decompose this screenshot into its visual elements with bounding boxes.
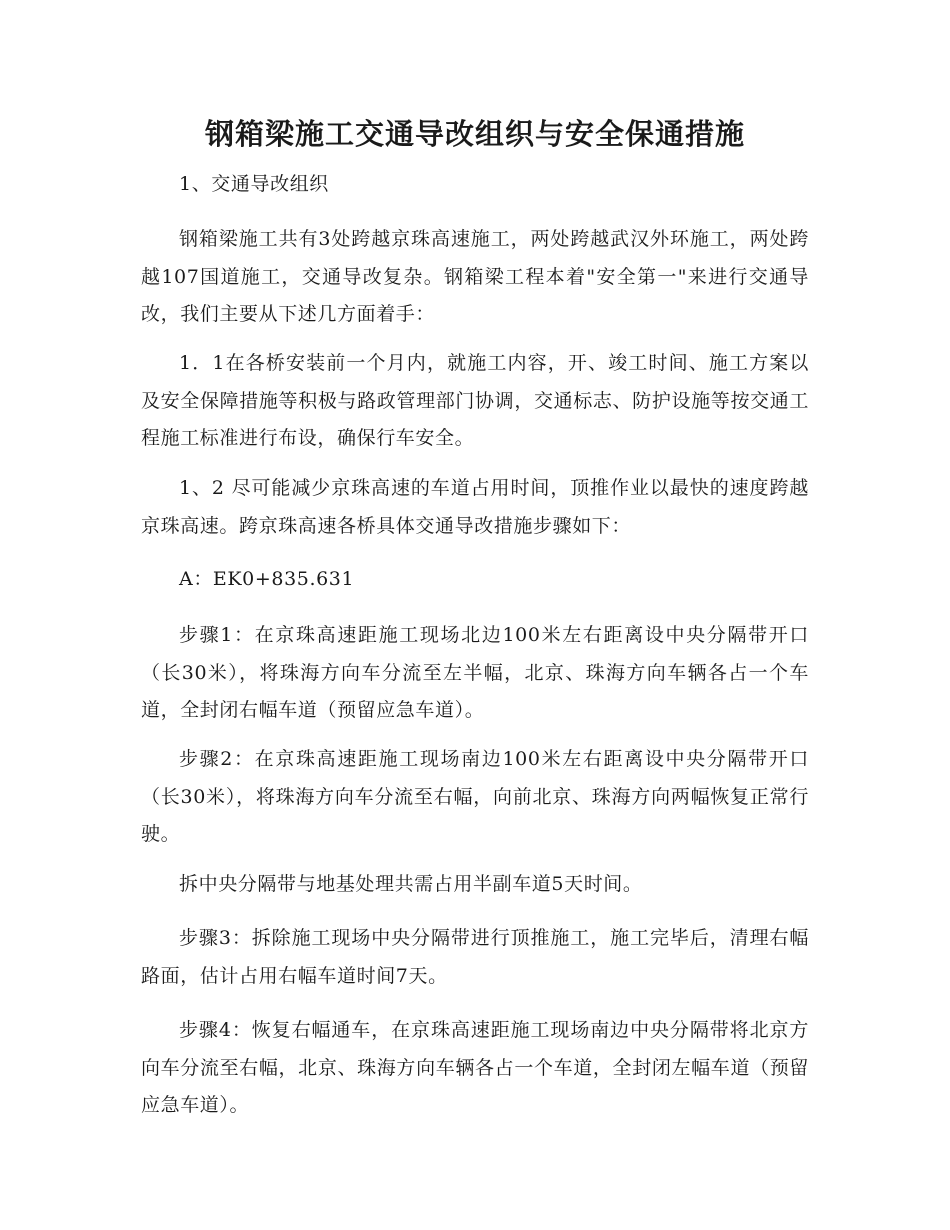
paragraph-step-2: 步骤2：在京珠高速距施工现场南边100米左右距离设中央分隔带开口（长30米），将珠海方向车分流至右幅，向前北京、珠海方向两幅恢复正常行驶。 xyxy=(141,748,809,845)
section-heading-traffic-diversion: 1、交通导改组织 xyxy=(179,173,329,195)
paragraph-step-1: 步骤1：在京珠高速距施工现场北边100米左右距离设中央分隔带开口（长30米），将珠海方向车分流至左半幅，北京、珠海方向车辆各占一个车道，全封闭右幅车道（预留应急车道）。 xyxy=(141,624,809,721)
paragraph-divider-removal: 拆中央分隔带与地基处理共需占用半副车道5天时间。 xyxy=(179,873,643,895)
paragraph-overview: 钢箱梁施工共有3处跨越京珠高速施工，两处跨越武汉外环施工，两处跨越107国道施工，交通导改复杂。钢箱梁工程本着"安全第一"来进行交通导改，我们主要从下述几方面着手： xyxy=(141,228,809,325)
document-title: 钢箱梁施工交通导改组织与安全保通措施 xyxy=(204,117,745,151)
paragraph-station-a: A：EK0+835.631 xyxy=(179,568,355,590)
paragraph-step-3: 步骤3：拆除施工现场中央分隔带进行顶推施工，施工完毕后，清理右幅路面，估计占用右幅车道时间7天。 xyxy=(141,927,809,987)
paragraph-item-1-2: 1、2 尽可能减少京珠高速的车道占用时间，顶推作业以最快的速度跨越京珠高速。跨京珠高速各桥具体交通导改措施步骤如下： xyxy=(141,477,809,537)
paragraph-step-4: 步骤4：恢复右幅通车，在京珠高速距施工现场南边中央分隔带将北京方向车分流至右幅，北京、珠海方向车辆各占一个车道，全封闭左幅车道（预留应急车道）。 xyxy=(141,1019,809,1116)
paragraph-item-1-1: 1．1在各桥安装前一个月内，就施工内容，开、竣工时间、施工方案以及安全保障措施等积极与路政管理部门协调，交通标志、防护设施等按交通工程施工标准进行布设，确保行车安全。 xyxy=(141,352,809,449)
